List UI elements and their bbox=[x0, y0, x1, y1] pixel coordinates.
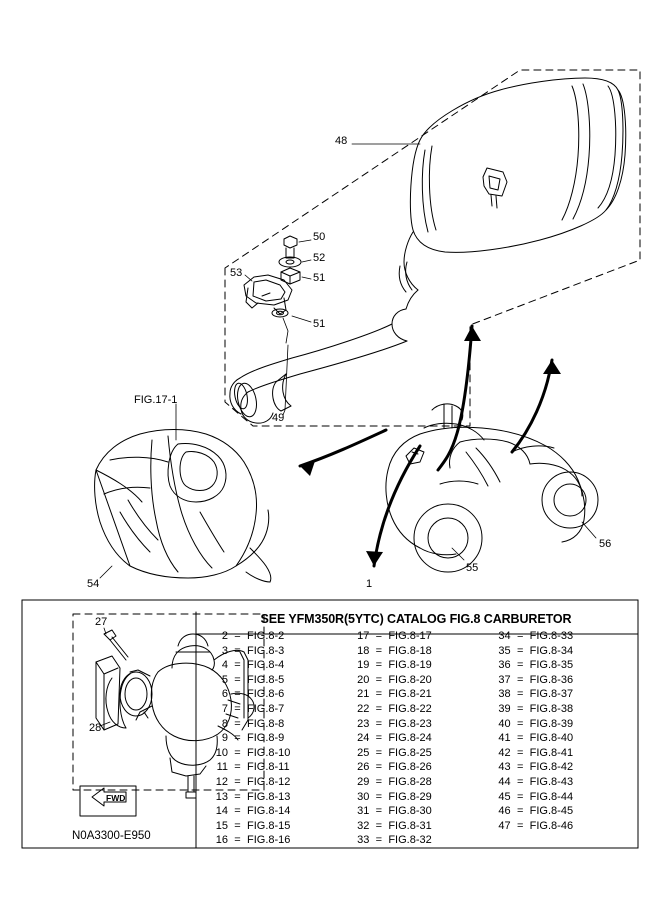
row-number: 35 bbox=[498, 644, 511, 657]
row-equals: = bbox=[234, 834, 241, 847]
table-row bbox=[487, 717, 618, 732]
row-number: 23 bbox=[357, 717, 370, 730]
table-row bbox=[345, 687, 476, 702]
callout-28: 28 bbox=[89, 722, 102, 734]
row-value: FIG.8-41 bbox=[529, 746, 574, 759]
row-number: 14 bbox=[215, 805, 228, 818]
row-value: FIG.8-21 bbox=[388, 688, 432, 701]
row-equals: = bbox=[375, 761, 383, 774]
row-value: FIG.8-13 bbox=[247, 790, 291, 803]
row-number: 17 bbox=[357, 630, 370, 642]
table-row bbox=[204, 629, 335, 644]
row-equals: = bbox=[234, 805, 241, 818]
table-row bbox=[487, 804, 618, 819]
row-equals: = bbox=[234, 717, 241, 730]
row-number: 24 bbox=[357, 732, 370, 745]
row-equals: = bbox=[375, 732, 383, 745]
table-row bbox=[487, 702, 618, 717]
row-number: 9 bbox=[221, 732, 228, 745]
row-number: 11 bbox=[216, 761, 228, 774]
row-number: 46 bbox=[498, 805, 511, 818]
row-value: FIG.8-22 bbox=[388, 702, 432, 715]
row-equals: = bbox=[516, 805, 524, 818]
row-value: FIG.8-43 bbox=[529, 775, 574, 788]
row-value: FIG.8-35 bbox=[529, 659, 574, 672]
row-number: 2 bbox=[221, 630, 228, 642]
row-value: FIG.8-17 bbox=[388, 630, 432, 642]
row-equals: = bbox=[516, 746, 524, 759]
callout-52: 52 bbox=[313, 252, 326, 264]
table-row bbox=[204, 673, 335, 688]
row-equals: = bbox=[375, 702, 383, 715]
row-equals: = bbox=[516, 790, 524, 803]
row-value: FIG.8-16 bbox=[247, 834, 291, 847]
row-equals: = bbox=[234, 702, 241, 715]
row-equals: = bbox=[234, 775, 241, 788]
row-number: 18 bbox=[357, 644, 370, 657]
row-equals: = bbox=[234, 644, 241, 657]
row-number: 32 bbox=[357, 819, 370, 832]
row-equals: = bbox=[234, 688, 241, 701]
table-row bbox=[345, 819, 476, 834]
callout-55: 55 bbox=[466, 562, 479, 574]
row-number: 37 bbox=[498, 673, 511, 686]
row-equals: = bbox=[516, 659, 524, 672]
row-value: FIG.8-9 bbox=[247, 732, 285, 745]
row-number: 38 bbox=[498, 688, 511, 701]
row-number: 33 bbox=[357, 834, 370, 847]
row-equals: = bbox=[516, 702, 524, 715]
row-equals: = bbox=[375, 790, 383, 803]
table-title: SEE YFM350R(5YTC) CATALOG FIG.8 CARBURETOR bbox=[260, 612, 572, 626]
row-value: FIG.8-8 bbox=[247, 717, 285, 730]
row-equals: = bbox=[234, 790, 241, 803]
callout-51-upper: 51 bbox=[313, 272, 326, 284]
table-row bbox=[204, 775, 335, 790]
row-number: 13 bbox=[215, 790, 228, 803]
row-value: FIG.8-38 bbox=[529, 702, 574, 715]
row-equals: = bbox=[375, 819, 383, 832]
row-equals: = bbox=[516, 630, 524, 642]
row-value: FIG.8-5 bbox=[247, 673, 285, 686]
row-value: FIG.8-34 bbox=[529, 644, 574, 657]
row-number: 34 bbox=[498, 630, 511, 642]
table-row bbox=[345, 629, 476, 644]
row-equals: = bbox=[375, 775, 383, 788]
table-column-1 bbox=[204, 629, 335, 848]
row-value: FIG.8-19 bbox=[388, 659, 432, 672]
table-row bbox=[204, 644, 335, 659]
callout-50: 50 bbox=[313, 231, 326, 243]
row-number: 26 bbox=[357, 761, 370, 774]
row-value: FIG.8-33 bbox=[529, 630, 574, 642]
row-equals: = bbox=[234, 659, 241, 672]
row-number: 6 bbox=[221, 688, 228, 701]
row-value: FIG.8-45 bbox=[529, 805, 574, 818]
row-value: FIG.8-3 bbox=[247, 644, 285, 657]
table-row bbox=[487, 673, 618, 688]
callout-fig-17-1: FIG.17-1 bbox=[134, 394, 178, 406]
row-number: 36 bbox=[498, 659, 511, 672]
table-columns bbox=[204, 629, 628, 848]
row-number: 41 bbox=[498, 732, 511, 745]
row-value: FIG.8-23 bbox=[388, 717, 432, 730]
row-value: FIG.8-30 bbox=[388, 805, 432, 818]
table-row bbox=[345, 717, 476, 732]
table-row bbox=[204, 760, 335, 775]
row-number: 42 bbox=[498, 746, 511, 759]
table-row bbox=[345, 702, 476, 717]
row-equals: = bbox=[516, 644, 524, 657]
callout-27: 27 bbox=[95, 616, 108, 628]
row-number: 45 bbox=[498, 790, 511, 803]
row-number: 47 bbox=[498, 819, 511, 832]
row-value: FIG.8-32 bbox=[388, 834, 432, 847]
row-equals: = bbox=[375, 673, 383, 686]
table-row bbox=[345, 731, 476, 746]
row-equals: = bbox=[234, 673, 241, 686]
table-row bbox=[345, 673, 476, 688]
table-row bbox=[345, 746, 476, 761]
row-equals: = bbox=[375, 746, 383, 759]
table-row bbox=[487, 731, 618, 746]
row-equals: = bbox=[516, 819, 524, 832]
row-equals: = bbox=[516, 761, 524, 774]
row-number: 25 bbox=[357, 746, 370, 759]
row-number: 3 bbox=[221, 644, 228, 657]
row-equals: = bbox=[234, 746, 241, 759]
callout-53: 53 bbox=[230, 267, 243, 279]
row-equals: = bbox=[375, 644, 383, 657]
row-equals: = bbox=[234, 630, 241, 642]
table-row bbox=[487, 819, 618, 834]
table-row bbox=[487, 790, 618, 805]
row-value: FIG.8-46 bbox=[529, 819, 574, 832]
row-value: FIG.8-26 bbox=[388, 761, 432, 774]
row-value: FIG.8-14 bbox=[247, 805, 291, 818]
row-value: FIG.8-20 bbox=[388, 673, 432, 686]
callout-49: 49 bbox=[272, 412, 285, 424]
table-row bbox=[487, 658, 618, 673]
row-equals: = bbox=[516, 732, 524, 745]
table-row bbox=[487, 775, 618, 790]
table-row bbox=[204, 717, 335, 732]
row-equals: = bbox=[234, 761, 241, 774]
row-value: FIG.8-12 bbox=[247, 775, 291, 788]
fwd-arrow-label: FWD bbox=[106, 793, 126, 803]
table-row bbox=[487, 629, 618, 644]
row-value: FIG.8-42 bbox=[529, 761, 574, 774]
row-equals: = bbox=[375, 688, 383, 701]
row-number: 44 bbox=[498, 775, 511, 788]
table-row bbox=[345, 644, 476, 659]
row-value: FIG.8-28 bbox=[388, 775, 432, 788]
row-number: 4 bbox=[221, 659, 228, 672]
row-number: 5 bbox=[221, 673, 228, 686]
table-row bbox=[345, 760, 476, 775]
row-equals: = bbox=[516, 775, 524, 788]
row-value: FIG.8-31 bbox=[388, 819, 432, 832]
table-row bbox=[345, 833, 476, 848]
row-equals: = bbox=[375, 805, 383, 818]
row-equals: = bbox=[375, 630, 383, 642]
row-number: 40 bbox=[498, 717, 511, 730]
row-value: FIG.8-10 bbox=[247, 746, 291, 759]
table-column-2 bbox=[345, 629, 476, 848]
row-value: FIG.8-7 bbox=[247, 702, 285, 715]
row-number: 29 bbox=[357, 775, 370, 788]
table-row bbox=[204, 804, 335, 819]
cross-reference-table bbox=[204, 612, 628, 847]
row-number: 39 bbox=[498, 702, 511, 715]
row-equals: = bbox=[516, 688, 524, 701]
table-row bbox=[204, 658, 335, 673]
table-row bbox=[487, 760, 618, 775]
row-number: 12 bbox=[215, 775, 228, 788]
row-number: 16 bbox=[215, 834, 228, 847]
row-number: 22 bbox=[357, 702, 370, 715]
row-value: FIG.8-24 bbox=[388, 732, 432, 745]
table-row bbox=[204, 731, 335, 746]
table-row bbox=[204, 790, 335, 805]
row-number: 19 bbox=[357, 659, 370, 672]
diagram-code: N0A3300-E950 bbox=[72, 830, 151, 842]
row-number: 15 bbox=[215, 819, 228, 832]
row-value: FIG.8-36 bbox=[529, 673, 574, 686]
table-row bbox=[204, 819, 335, 834]
row-equals: = bbox=[375, 717, 383, 730]
row-equals: = bbox=[375, 659, 383, 672]
table-row bbox=[345, 790, 476, 805]
row-number: 43 bbox=[498, 761, 511, 774]
table-column-3 bbox=[487, 629, 618, 848]
row-equals: = bbox=[234, 819, 241, 832]
row-number: 20 bbox=[357, 673, 370, 686]
row-value: FIG.8-11 bbox=[247, 761, 290, 774]
row-value: FIG.8-29 bbox=[388, 790, 432, 803]
callout-48: 48 bbox=[335, 135, 348, 147]
table-row bbox=[345, 804, 476, 819]
table-row bbox=[487, 687, 618, 702]
table-row bbox=[204, 833, 335, 848]
callout-54: 54 bbox=[87, 578, 100, 590]
row-equals: = bbox=[516, 673, 524, 686]
row-equals: = bbox=[375, 834, 383, 847]
row-number: 10 bbox=[215, 746, 228, 759]
row-value: FIG.8-4 bbox=[247, 659, 285, 672]
row-number: 31 bbox=[357, 805, 370, 818]
row-value: FIG.8-18 bbox=[388, 644, 432, 657]
row-value: FIG.8-37 bbox=[529, 688, 574, 701]
table-row bbox=[345, 658, 476, 673]
row-number: 8 bbox=[221, 717, 228, 730]
row-value: FIG.8-40 bbox=[529, 732, 574, 745]
table-row bbox=[204, 687, 335, 702]
row-number: 21 bbox=[357, 688, 370, 701]
callout-56: 56 bbox=[599, 538, 612, 550]
row-equals: = bbox=[516, 717, 524, 730]
table-row bbox=[487, 746, 618, 761]
row-value: FIG.8-39 bbox=[529, 717, 574, 730]
row-number: 7 bbox=[221, 702, 228, 715]
table-row bbox=[204, 746, 335, 761]
table-row bbox=[204, 702, 335, 717]
row-value: FIG.8-2 bbox=[247, 630, 285, 642]
row-value: FIG.8-25 bbox=[388, 746, 432, 759]
row-value: FIG.8-44 bbox=[529, 790, 574, 803]
row-equals: = bbox=[234, 732, 241, 745]
callout-51-lower: 51 bbox=[313, 318, 326, 330]
row-value: FIG.8-6 bbox=[247, 688, 285, 701]
callout-1: 1 bbox=[366, 578, 373, 590]
table-row bbox=[487, 644, 618, 659]
row-value: FIG.8-15 bbox=[247, 819, 291, 832]
row-number: 30 bbox=[357, 790, 370, 803]
table-row bbox=[345, 775, 476, 790]
